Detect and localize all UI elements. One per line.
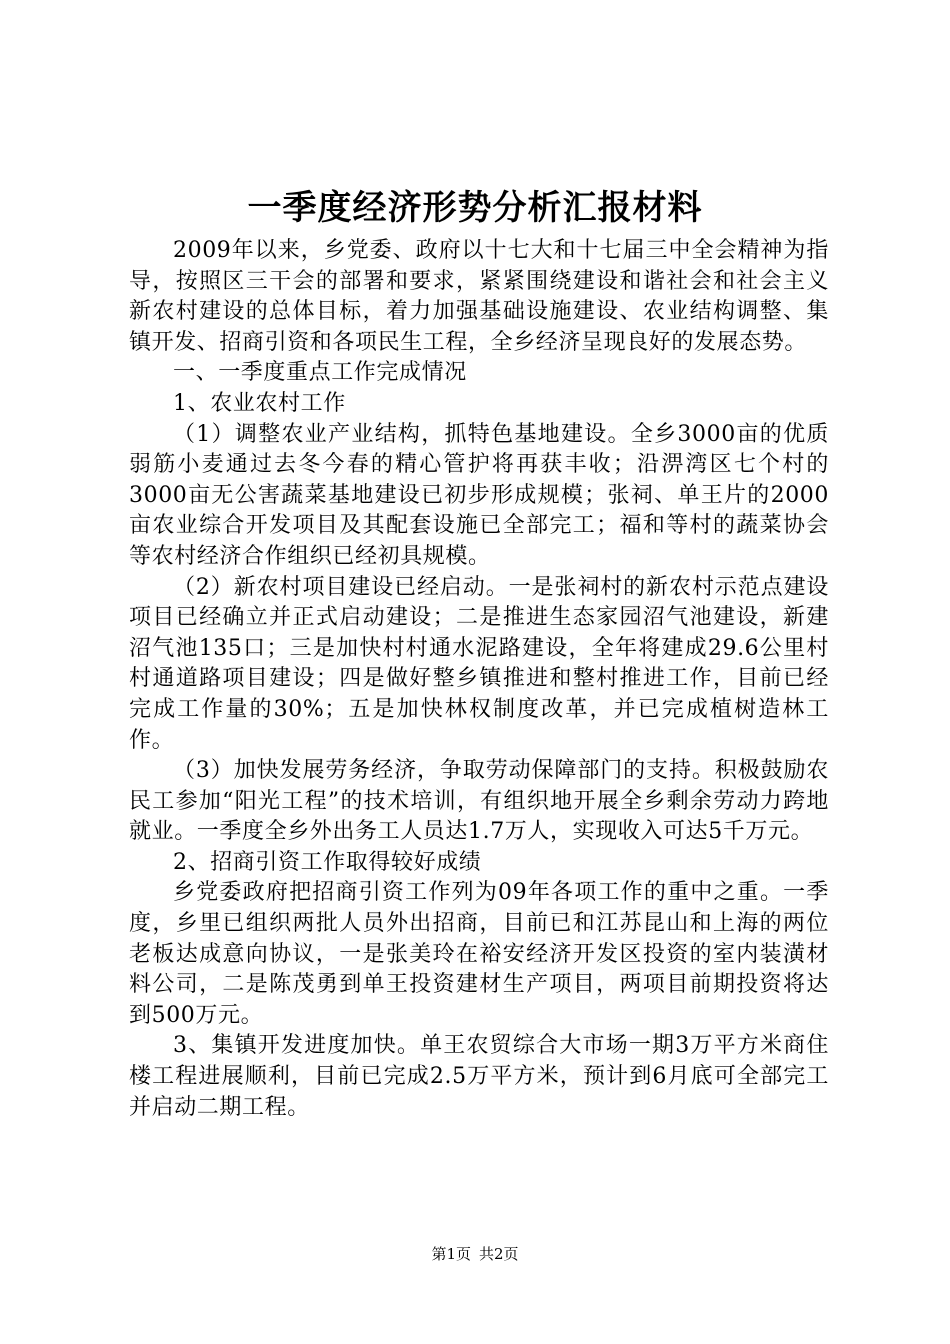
document-title: 一季度经济形势分析汇报材料	[247, 188, 703, 228]
paragraph-new-village: （2）新农村项目建设已经启动。一是张祠村的新农村示范点建设项目已经确立并正式启动建设；二是推进生态家园沼气池建设，新建沼气池135口；三是加快村村通水泥路建设，全年将建成29.6公里村村通道路项目建设；四是做好整乡镇推进和整村推进工作，目前已经完成工作量的30%；五是加快林权制度改革，并已完成植树造林工作。	[129, 574, 829, 753]
paragraph-town-development: 3、集镇开发进度加快。单王农贸综合大市场一期3万平方米商住楼工程进展顺利，目前已完成2.5万平方米，预计到6月底可全部完工并启动二期工程。	[129, 1033, 829, 1120]
paragraph-investment: 乡党委政府把招商引资工作列为09年各项工作的重中之重。一季度，乡里已组织两批人员外出招商，目前已和江苏昆山和上海的两位老板达成意向协议，一是张美玲在裕安经济开发区投资的室内装潢材料公司，二是陈茂勇到单王投资建材生产项目，两项目前期投资将达到500万元。	[129, 880, 829, 1028]
subsection-heading-investment: 2、招商引资工作取得较好成绩	[173, 849, 482, 875]
document-body	[129, 236, 829, 1123]
paragraph-intro: 2009年以来，乡党委、政府以十七大和十七届三中全会精神为指导，按照区三干会的部署和要求，紧紧围绕建设和谐社会和社会主义新农村建设的总体目标，着力加强基础设施建设、农业结构调整、集镇开发、招商引资和各项民生工程，全乡经济呈现良好的发展态势。	[129, 238, 829, 355]
page-total: 共2页	[479, 1245, 519, 1263]
page-footer	[0, 1244, 950, 1264]
section-heading-1: 一、一季度重点工作完成情况	[173, 360, 467, 386]
paragraph-agri-structure: （1）调整农业产业结构，抓特色基地建设。全乡3000亩的优质弱筋小麦通过去冬今春的精心管护将再获丰收；沿淠湾区七个村的3000亩无公害蔬菜基地建设已初步形成规模；张祠、单王片的2000亩农业综合开发项目及其配套设施已全部完工；福和等村的蔬菜协会等农村经济合作组织已经初具规模。	[129, 421, 829, 569]
subsection-heading-agriculture: 1、农业农村工作	[173, 390, 346, 416]
paragraph-labor-economy: （3）加快发展劳务经济，争取劳动保障部门的支持。积极鼓励农民工参加“阳光工程”的技术培训，有组织地开展全乡剩余劳动力跨地就业。一季度全乡外出务工人员达1.7万人，实现收入可达5千万元。	[129, 758, 829, 845]
page-number: 第1页	[431, 1245, 471, 1263]
